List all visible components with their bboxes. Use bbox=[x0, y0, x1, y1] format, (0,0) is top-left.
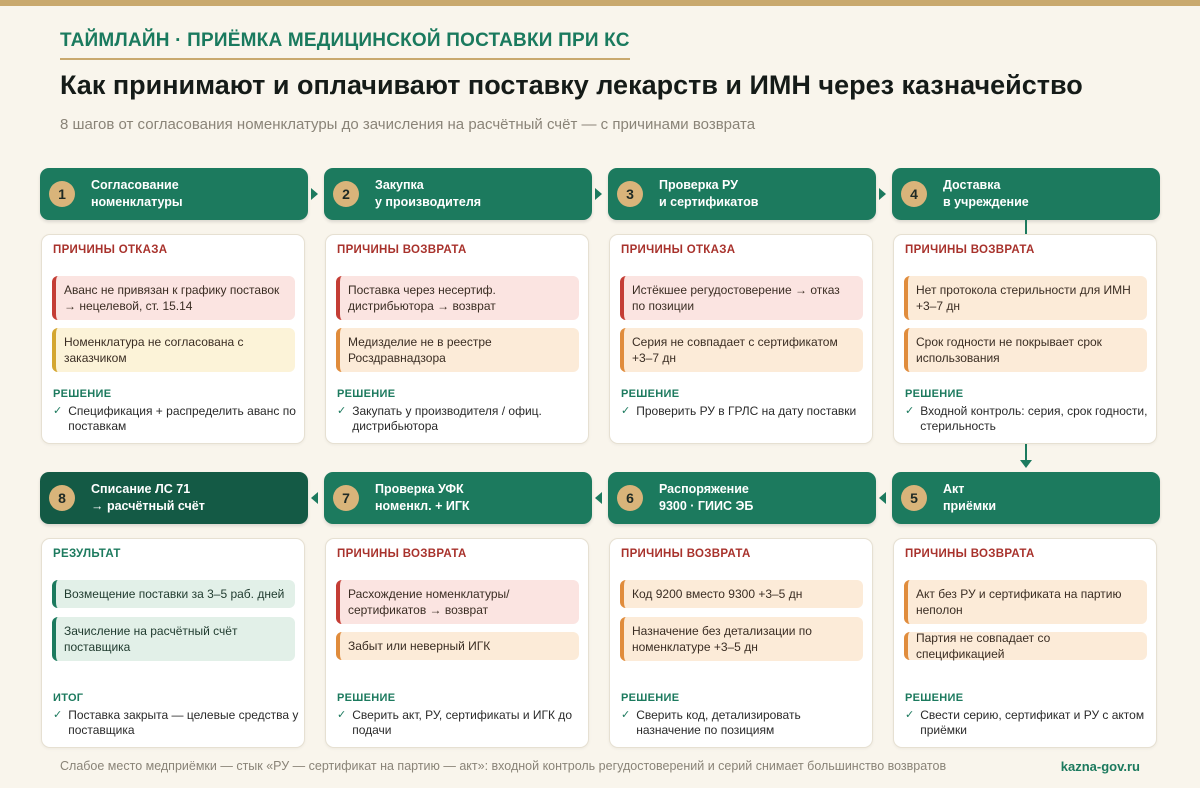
step-3-card bbox=[609, 234, 873, 444]
step-title: Акт приёмки bbox=[943, 482, 997, 513]
reason-item: Медизделие не в реестре Росздравнадзора bbox=[336, 328, 579, 372]
step-title: Списание ЛС 71 → расчётный счёт bbox=[91, 482, 205, 513]
footer-note: Слабое место медприёмки — стык «РУ — сертификат на партию — акт»: входной контроль регудостоверений и серий снимает большинство возвратов bbox=[60, 759, 947, 773]
step-number-badge: 4 bbox=[901, 181, 927, 207]
summary-heading: ИТОГ bbox=[53, 692, 84, 704]
step-6-card bbox=[609, 538, 873, 748]
arrow-right-icon bbox=[879, 188, 886, 200]
arrow-left-icon bbox=[595, 492, 602, 504]
arrow-left-icon bbox=[311, 492, 318, 504]
check-icon: ✓ bbox=[905, 709, 915, 721]
solution-heading: РЕШЕНИЕ bbox=[337, 388, 396, 400]
arrow-right-icon bbox=[595, 188, 602, 200]
card-heading: ПРИЧИНЫ ОТКАЗА bbox=[53, 244, 168, 256]
step-3-header bbox=[608, 168, 876, 220]
step-1-header bbox=[40, 168, 308, 220]
step-7-card bbox=[325, 538, 589, 748]
solution-text: ✓ Входной контроль: серия, срок годности, стерильность bbox=[905, 404, 1148, 433]
step-5-header bbox=[892, 472, 1160, 524]
brand-link[interactable]: kazna-gov.ru bbox=[1060, 759, 1140, 774]
solution-heading: РЕШЕНИЕ bbox=[905, 388, 964, 400]
reason-item: Номенклатура не согласована с заказчиком bbox=[52, 328, 295, 372]
step-title: Распоряжение 9300 · ГИИС ЭБ bbox=[659, 482, 754, 513]
check-icon: ✓ bbox=[53, 405, 63, 417]
kicker: ТАЙМЛАЙН · ПРИЁМКА МЕДИЦИНСКОЙ ПОСТАВКИ ПРИ КС bbox=[60, 30, 630, 60]
card-heading: ПРИЧИНЫ ВОЗВРАТА bbox=[621, 548, 751, 560]
step-title: Доставка в учреждение bbox=[943, 178, 1029, 209]
step-7-header bbox=[324, 472, 592, 524]
card-heading: ПРИЧИНЫ ВОЗВРАТА bbox=[337, 548, 467, 560]
reason-item: Нет протокола стерильности для ИМН +3–7 дн bbox=[904, 276, 1147, 320]
step-2-card bbox=[325, 234, 589, 444]
step-number-badge: 7 bbox=[333, 485, 359, 511]
card-heading: ПРИЧИНЫ ВОЗВРАТА bbox=[905, 244, 1035, 256]
solution-heading: РЕШЕНИЕ bbox=[621, 388, 680, 400]
top-accent-bar bbox=[0, 0, 1200, 6]
step-title: Закупка у производителя bbox=[375, 178, 482, 209]
reason-item: Акт без РУ и сертификата на партию неполон bbox=[904, 580, 1147, 624]
solution-heading: РЕШЕНИЕ bbox=[337, 692, 396, 704]
solution-text: ✓ Проверить РУ в ГРЛС на дату поставки bbox=[621, 404, 857, 418]
step-1-card bbox=[41, 234, 305, 444]
step-number-badge: 6 bbox=[617, 485, 643, 511]
step-number-badge: 3 bbox=[617, 181, 643, 207]
summary-text: ✓ Поставка закрыта — целевые средства у поставщика bbox=[53, 708, 299, 737]
solution-heading: РЕШЕНИЕ bbox=[621, 692, 680, 704]
step-number-badge: 8 bbox=[49, 485, 75, 511]
solution-text: ✓ Сверить код, детализировать назначение по позициям bbox=[621, 708, 801, 737]
solution-heading: РЕШЕНИЕ bbox=[53, 388, 112, 400]
check-icon: ✓ bbox=[905, 405, 915, 417]
arrow-right-icon bbox=[311, 188, 318, 200]
solution-text: ✓ Сверить акт, РУ, сертификаты и ИГК до подачи bbox=[337, 708, 572, 737]
card-heading: РЕЗУЛЬТАТ bbox=[53, 548, 121, 560]
step-6-header bbox=[608, 472, 876, 524]
arrow-down-icon bbox=[1020, 460, 1032, 468]
page-title: Как принимают и оплачивают поставку лекарств и ИМН через казначейство bbox=[60, 70, 1083, 100]
step-title: Проверка РУ и сертификатов bbox=[659, 178, 759, 209]
solution-text: ✓ Свести серию, сертификат и РУ с актом приёмки bbox=[905, 708, 1145, 737]
reason-item: Серия не совпадает с сертификатом +3–7 дн bbox=[620, 328, 863, 372]
check-icon: ✓ bbox=[621, 709, 631, 721]
result-item: Зачисление на расчётный счёт поставщика bbox=[52, 617, 295, 661]
step-number-badge: 1 bbox=[49, 181, 75, 207]
solution-text: ✓ Закупать у производителя / офиц. дистрибьютора bbox=[337, 404, 542, 433]
card-heading: ПРИЧИНЫ ВОЗВРАТА bbox=[905, 548, 1035, 560]
step-8-header bbox=[40, 472, 308, 524]
step-title: Проверка УФК номенкл. + ИГК bbox=[375, 482, 470, 513]
reason-item: Назначение без детализации по номенклатуре +3–5 дн bbox=[620, 617, 863, 661]
reason-item: Забыт или неверный ИГК bbox=[336, 632, 579, 660]
reason-item: Истёкшее регудостоверение → отказ по позиции bbox=[620, 276, 863, 320]
step-title: Согласование номенклатуры bbox=[91, 178, 183, 209]
check-icon: ✓ bbox=[53, 709, 63, 721]
check-icon: ✓ bbox=[621, 405, 631, 417]
step-5-card bbox=[893, 538, 1157, 748]
check-icon: ✓ bbox=[337, 405, 347, 417]
step-8-card bbox=[41, 538, 305, 748]
solution-heading: РЕШЕНИЕ bbox=[905, 692, 964, 704]
reason-item: Срок годности не покрывает срок использования bbox=[904, 328, 1147, 372]
reason-item: Партия не совпадает со спецификацией bbox=[904, 632, 1147, 660]
card-heading: ПРИЧИНЫ ВОЗВРАТА bbox=[337, 244, 467, 256]
result-item: Возмещение поставки за 3–5 раб. дней bbox=[52, 580, 295, 608]
card-heading: ПРИЧИНЫ ОТКАЗА bbox=[621, 244, 736, 256]
reason-item: Код 9200 вместо 9300 +3–5 дн bbox=[620, 580, 863, 608]
step-number-badge: 2 bbox=[333, 181, 359, 207]
arrow-left-icon bbox=[879, 492, 886, 504]
check-icon: ✓ bbox=[337, 709, 347, 721]
page-subtitle: 8 шагов от согласования номенклатуры до зачисления на расчётный счёт — с причинами возврата bbox=[60, 116, 756, 133]
step-number-badge: 5 bbox=[901, 485, 927, 511]
solution-text: ✓ Спецификация + распределить аванс по поставкам bbox=[53, 404, 296, 433]
step-2-header bbox=[324, 168, 592, 220]
reason-item: Расхождение номенклатуры/сертификатов → возврат bbox=[336, 580, 579, 624]
step-4-header bbox=[892, 168, 1160, 220]
reason-item: Аванс не привязан к графику поставок → нецелевой, ст. 15.14 bbox=[52, 276, 295, 320]
step-4-card bbox=[893, 234, 1157, 444]
reason-item: Поставка через несертиф. дистрибьютора → возврат bbox=[336, 276, 579, 320]
